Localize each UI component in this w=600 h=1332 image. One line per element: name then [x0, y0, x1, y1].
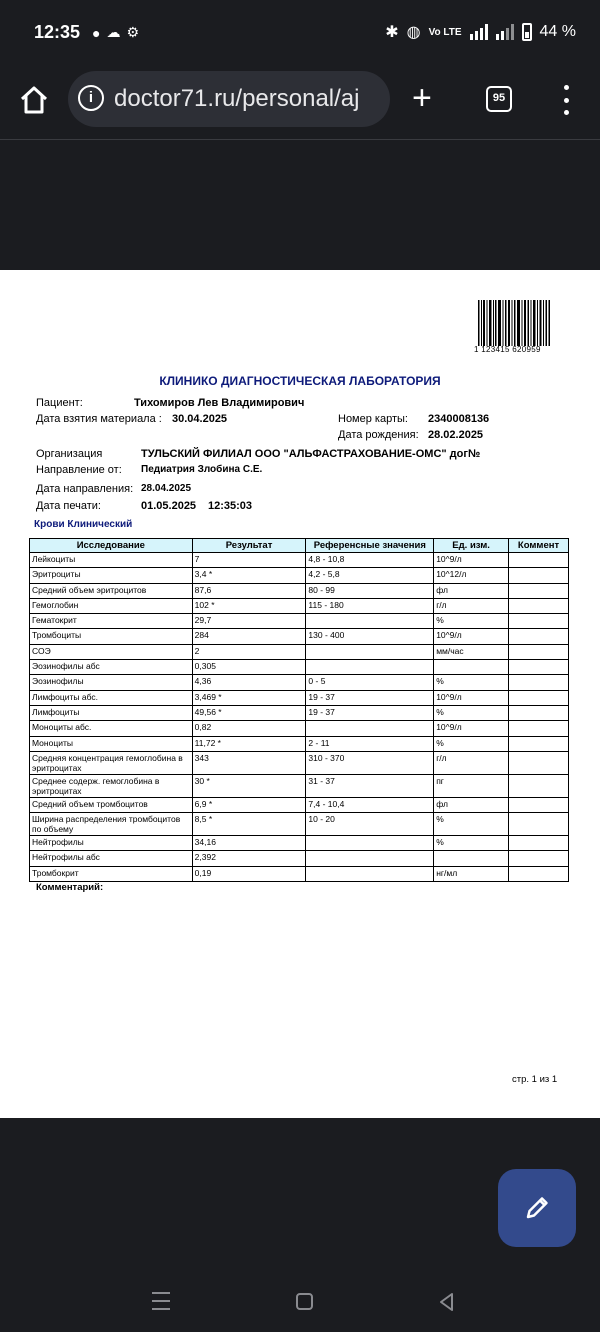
cell-result: 0,82	[192, 721, 306, 736]
signal-icon	[470, 24, 488, 40]
cell-units: фл	[434, 797, 509, 812]
header-reference: Референсные значения	[306, 539, 434, 553]
cell-comment	[509, 774, 569, 797]
cell-comment	[509, 614, 569, 629]
cell-units: %	[434, 836, 509, 851]
system-icons	[385, 22, 576, 42]
cell-test: Гемоглобин	[30, 598, 193, 613]
cell-reference: 19 - 37	[306, 690, 434, 705]
cell-units: пг	[434, 774, 509, 797]
table-header-row	[30, 539, 569, 553]
header-test: Исследование	[30, 539, 193, 553]
cell-reference: 115 - 180	[306, 598, 434, 613]
clock: 12:35	[34, 22, 81, 42]
stroller-icon: ⚙	[126, 24, 140, 40]
cell-test: Лейкоциты	[30, 553, 193, 568]
table-row	[30, 774, 569, 797]
table-row	[30, 797, 569, 812]
cell-test: Моноциты	[30, 736, 193, 751]
cell-result: 11,72 *	[192, 736, 306, 751]
system-navigation-bar	[0, 1276, 600, 1332]
cell-reference	[306, 614, 434, 629]
table-row	[30, 660, 569, 675]
cell-reference	[306, 660, 434, 675]
cell-units: %	[434, 705, 509, 720]
results-table	[29, 538, 569, 882]
cell-result: 2,392	[192, 851, 306, 866]
cell-result: 34,16	[192, 836, 306, 851]
comment-label: Комментарий:	[36, 882, 104, 893]
cell-comment	[509, 644, 569, 659]
patient-label: Пациент:	[36, 397, 83, 409]
cell-test: Средняя концентрация гемоглобина в эритроцитах	[30, 751, 193, 774]
cell-test: Среднее содерж. гемоглобина в эритроцитах	[30, 774, 193, 797]
cell-comment	[509, 629, 569, 644]
cell-test: Средний объем тромбоцитов	[30, 797, 193, 812]
org-value: ТУЛЬСКИЙ ФИЛИАЛ ООО "АЛЬФАСТРАХОВАНИЕ-ОМС" дог№	[141, 448, 481, 460]
cell-comment	[509, 866, 569, 881]
cell-comment	[509, 751, 569, 774]
address-bar[interactable]	[68, 71, 390, 127]
cell-units: 10^9/л	[434, 629, 509, 644]
birth-label: Дата рождения:	[338, 429, 419, 441]
cell-result: 0,19	[192, 866, 306, 881]
cell-result: 3,4 *	[192, 568, 306, 583]
cell-test: Эозинофилы абс	[30, 660, 193, 675]
table-row	[30, 813, 569, 836]
home-nav-icon[interactable]	[296, 1293, 313, 1310]
cell-test: Тромбокрит	[30, 866, 193, 881]
cell-result: 8,5 *	[192, 813, 306, 836]
tab-switcher-button[interactable]: 95	[486, 86, 512, 112]
table-row	[30, 614, 569, 629]
chat-notification-icon: ●	[92, 24, 101, 41]
cell-test: Гематокрит	[30, 614, 193, 629]
cell-result: 29,7	[192, 614, 306, 629]
lab-title: КЛИНИКО ДИАГНОСТИЧЕСКАЯ ЛАБОРАТОРИЯ	[159, 374, 441, 388]
cell-test: Нейтрофилы	[30, 836, 193, 851]
cell-test: Эритроциты	[30, 568, 193, 583]
cell-result: 343	[192, 751, 306, 774]
referral-date-label: Дата направления:	[36, 483, 134, 495]
cell-comment	[509, 705, 569, 720]
table-row	[30, 736, 569, 751]
cell-units: 10^9/л	[434, 721, 509, 736]
table-row	[30, 583, 569, 598]
org-label: Организация	[36, 448, 103, 460]
cell-reference: 0 - 5	[306, 675, 434, 690]
table-row	[30, 553, 569, 568]
cell-result: 0,305	[192, 660, 306, 675]
cell-reference: 4,2 - 5,8	[306, 568, 434, 583]
cell-result: 6,9 *	[192, 797, 306, 812]
referral-date: 28.04.2025	[141, 483, 192, 494]
battery-level: 44 %	[539, 23, 576, 40]
cell-test: Средний объем эритроцитов	[30, 583, 193, 598]
cell-units: %	[434, 813, 509, 836]
print-date: 01.05.2025	[141, 500, 197, 512]
cell-comment	[509, 690, 569, 705]
table-row	[30, 568, 569, 583]
page-number: стр. 1 из 1	[512, 1074, 558, 1085]
cell-test: Ширина распределения тромбоцитов по объему	[30, 813, 193, 836]
signal-icon-2	[496, 24, 514, 40]
cell-comment	[509, 583, 569, 598]
cell-test: Моноциты абс.	[30, 721, 193, 736]
patient-name: Тихомиров Лев Владимирович	[134, 397, 305, 409]
status-bar	[0, 0, 600, 66]
print-time: 12:35:03	[208, 500, 253, 512]
table-row	[30, 851, 569, 866]
cell-result: 7	[192, 553, 306, 568]
barcode	[478, 300, 550, 348]
cell-reference	[306, 836, 434, 851]
cell-comment	[509, 675, 569, 690]
section-title: Крови Клинический	[34, 519, 133, 530]
table-row	[30, 721, 569, 736]
cell-reference: 31 - 37	[306, 774, 434, 797]
cell-reference: 10 - 20	[306, 813, 434, 836]
new-tab-button[interactable]: +	[412, 79, 432, 117]
header-result: Результат	[192, 539, 306, 553]
table-row	[30, 644, 569, 659]
cell-result: 4,36	[192, 675, 306, 690]
header-units: Ед. изм.	[434, 539, 509, 553]
cell-reference	[306, 851, 434, 866]
back-icon[interactable]	[437, 1292, 457, 1312]
cell-test: Тромбоциты	[30, 629, 193, 644]
table-row	[30, 866, 569, 881]
cell-test: Лимфоциты абс.	[30, 690, 193, 705]
cell-result: 49,56 *	[192, 705, 306, 720]
cloud-icon: ☁	[106, 24, 121, 40]
bluetooth-icon: ✱	[385, 24, 399, 41]
cell-reference: 310 - 370	[306, 751, 434, 774]
sample-date: 30.04.2025	[172, 413, 228, 425]
cell-test: Лимфоциты	[30, 705, 193, 720]
lab-report-page	[0, 270, 600, 1118]
cell-result: 30 *	[192, 774, 306, 797]
table-row	[30, 751, 569, 774]
birth-date: 28.02.2025	[428, 429, 484, 441]
cell-comment	[509, 721, 569, 736]
url-text: doctor71.ru/personal/aj	[114, 85, 360, 112]
header-comment: Коммент	[509, 539, 569, 553]
cell-units: %	[434, 614, 509, 629]
home-icon[interactable]	[18, 84, 50, 116]
referral-value: Педиатрия Злобина С.Е.	[141, 464, 263, 475]
cell-reference: 2 - 11	[306, 736, 434, 751]
edit-button[interactable]	[498, 1169, 576, 1247]
pencil-icon	[522, 1193, 552, 1223]
barcode-number: 1 123415 620959	[474, 345, 541, 354]
cell-units: г/л	[434, 598, 509, 613]
table-row	[30, 836, 569, 851]
browser-toolbar	[0, 66, 600, 140]
cell-units: фл	[434, 583, 509, 598]
cell-units: 10^9/л	[434, 690, 509, 705]
cell-reference: 4,8 - 10,8	[306, 553, 434, 568]
sample-date-label: Дата взятия материала :	[36, 413, 162, 425]
cell-units: 10^12/л	[434, 568, 509, 583]
cell-result: 3,469 *	[192, 690, 306, 705]
table-row	[30, 629, 569, 644]
cell-comment	[509, 813, 569, 836]
cell-units: нг/мл	[434, 866, 509, 881]
table-row	[30, 598, 569, 613]
card-number: 2340008136	[428, 413, 490, 425]
cell-units: 10^9/л	[434, 553, 509, 568]
cell-comment	[509, 736, 569, 751]
notification-icons	[92, 24, 139, 41]
cell-comment	[509, 553, 569, 568]
cell-units	[434, 851, 509, 866]
cell-comment	[509, 568, 569, 583]
cell-reference: 19 - 37	[306, 705, 434, 720]
cell-units: %	[434, 675, 509, 690]
table-row	[30, 690, 569, 705]
cell-reference	[306, 721, 434, 736]
table-row	[30, 705, 569, 720]
cell-reference: 80 - 99	[306, 583, 434, 598]
cell-units: г/л	[434, 751, 509, 774]
cell-result: 87,6	[192, 583, 306, 598]
cell-units: %	[434, 736, 509, 751]
viewport-background	[0, 141, 600, 270]
table-row	[30, 675, 569, 690]
cell-reference	[306, 866, 434, 881]
cell-reference	[306, 644, 434, 659]
network-label: Vo LTE	[428, 26, 462, 38]
card-label: Номер карты:	[338, 413, 408, 425]
cell-result: 2	[192, 644, 306, 659]
cell-comment	[509, 797, 569, 812]
cell-result: 284	[192, 629, 306, 644]
cell-reference: 7,4 - 10,4	[306, 797, 434, 812]
site-info-icon[interactable]: i	[78, 85, 104, 111]
menu-icon[interactable]	[562, 85, 570, 115]
cell-comment	[509, 660, 569, 675]
battery-icon	[522, 23, 532, 41]
cell-test: Нейтрофилы абс	[30, 851, 193, 866]
cell-units	[434, 660, 509, 675]
cell-reference: 130 - 400	[306, 629, 434, 644]
recent-apps-icon[interactable]	[152, 1292, 170, 1310]
cell-units: мм/час	[434, 644, 509, 659]
cell-comment	[509, 851, 569, 866]
cell-test: Эозинофилы	[30, 675, 193, 690]
wifi-icon: ◍	[406, 24, 421, 41]
cell-result: 102 *	[192, 598, 306, 613]
print-date-label: Дата печати:	[36, 500, 101, 512]
cell-comment	[509, 836, 569, 851]
cell-comment	[509, 598, 569, 613]
referral-label: Направление от:	[36, 464, 122, 476]
cell-test: СОЭ	[30, 644, 193, 659]
